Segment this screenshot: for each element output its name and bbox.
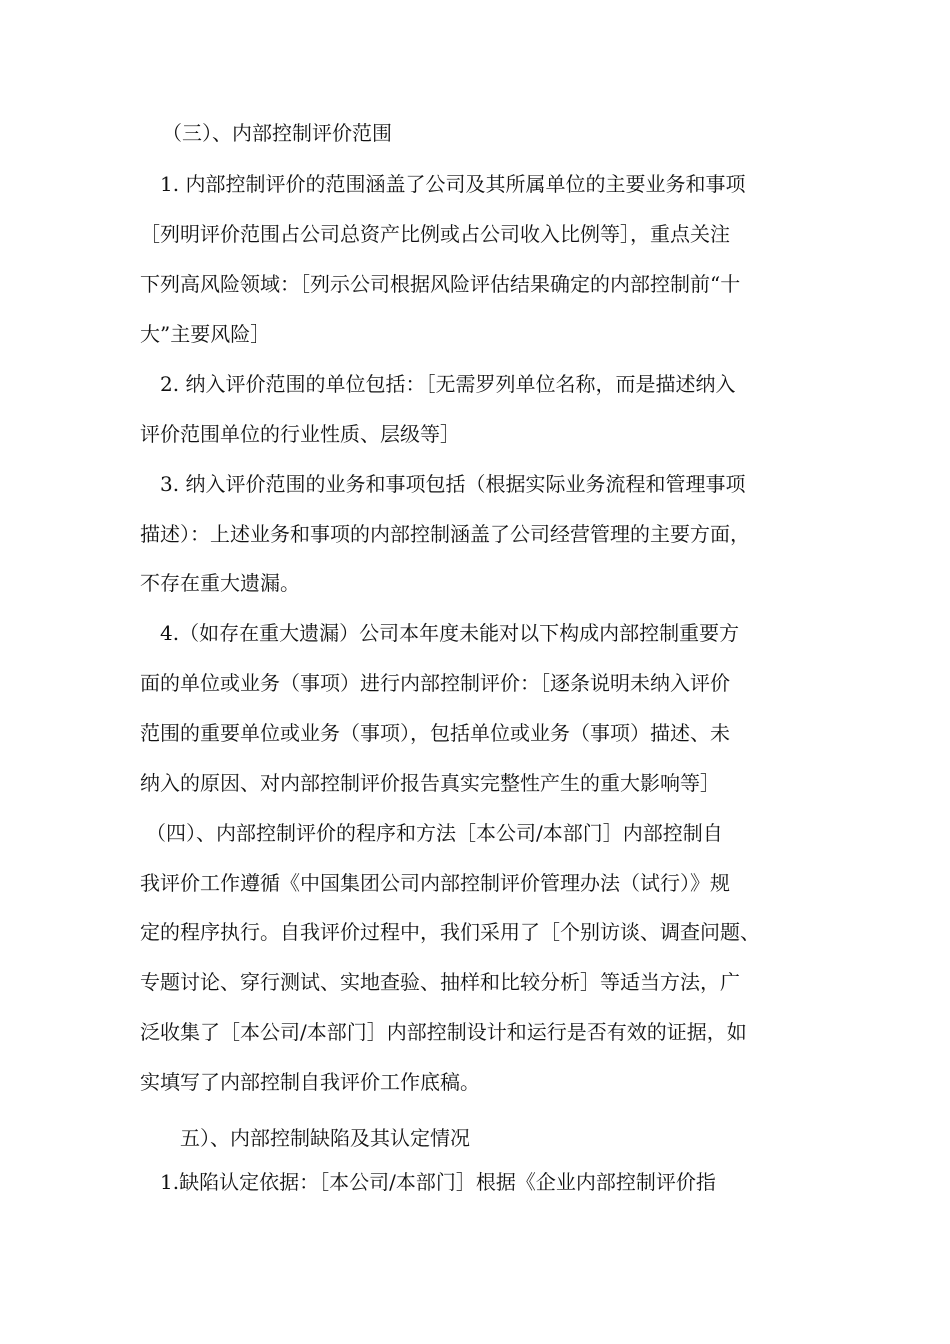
paragraph-line: 4.（如存在重大遗漏）公司本年度未能对以下构成内部控制重要方 xyxy=(160,621,740,645)
paragraph-line: 定的程序执行。自我评价过程中，我们采用了［个别访谈、调查问题、 xyxy=(140,920,760,944)
paragraph-line: 专题讨论、穿行测试、实地查验、抽样和比较分析］等适当方法，广 xyxy=(140,970,740,994)
paragraph-line: 范围的重要单位或业务（事项），包括单位或业务（事项）描述、未 xyxy=(140,721,730,745)
paragraph-line: 2. 纳入评价范围的单位包括：［无需罗列单位名称，而是描述纳入 xyxy=(160,372,736,396)
section-heading-3: （三）、内部控制评价范围 xyxy=(162,121,392,145)
paragraph-line: 评价范围单位的行业性质、层级等］ xyxy=(140,422,460,446)
paragraph-line: 实填写了内部控制自我评价工作底稿。 xyxy=(140,1070,480,1094)
paragraph-line: 大”主要风险］ xyxy=(140,322,271,346)
paragraph-line: 3. 纳入评价范围的业务和事项包括（根据实际业务流程和管理事项 xyxy=(160,472,746,496)
paragraph-line: 下列高风险领域：［列示公司根据风险评估结果确定的内部控制前“十 xyxy=(140,272,741,296)
paragraph-line: 1.缺陷认定依据：［本公司/本部门］根据《企业内部控制评价指 xyxy=(160,1170,716,1194)
paragraph-line: 描述）：上述业务和事项的内部控制涵盖了公司经营管理的主要方面， xyxy=(140,522,750,546)
paragraph-line: 不存在重大遗漏。 xyxy=(140,571,300,595)
paragraph-line: 1. 内部控制评价的范围涵盖了公司及其所属单位的主要业务和事项 xyxy=(160,172,746,196)
section-heading-5: 五）、内部控制缺陷及其认定情况 xyxy=(180,1126,470,1150)
section-heading-4: （四）、内部控制评价的程序和方法［本公司/本部门］内部控制自 xyxy=(146,821,723,845)
paragraph-line: 泛收集了［本公司/本部门］内部控制设计和运行是否有效的证据，如 xyxy=(140,1020,747,1044)
paragraph-line: 纳入的原因、对内部控制评价报告真实完整性产生的重大影响等］ xyxy=(140,771,720,795)
paragraph-line: ［列明评价范围占公司总资产比例或占公司收入比例等］，重点关注 xyxy=(140,222,730,246)
paragraph-line: 我评价工作遵循《中国集团公司内部控制评价管理办法（试行）》规 xyxy=(140,871,730,895)
paragraph-line: 面的单位或业务（事项）进行内部控制评价：［逐条说明未纳入评价 xyxy=(140,671,730,695)
